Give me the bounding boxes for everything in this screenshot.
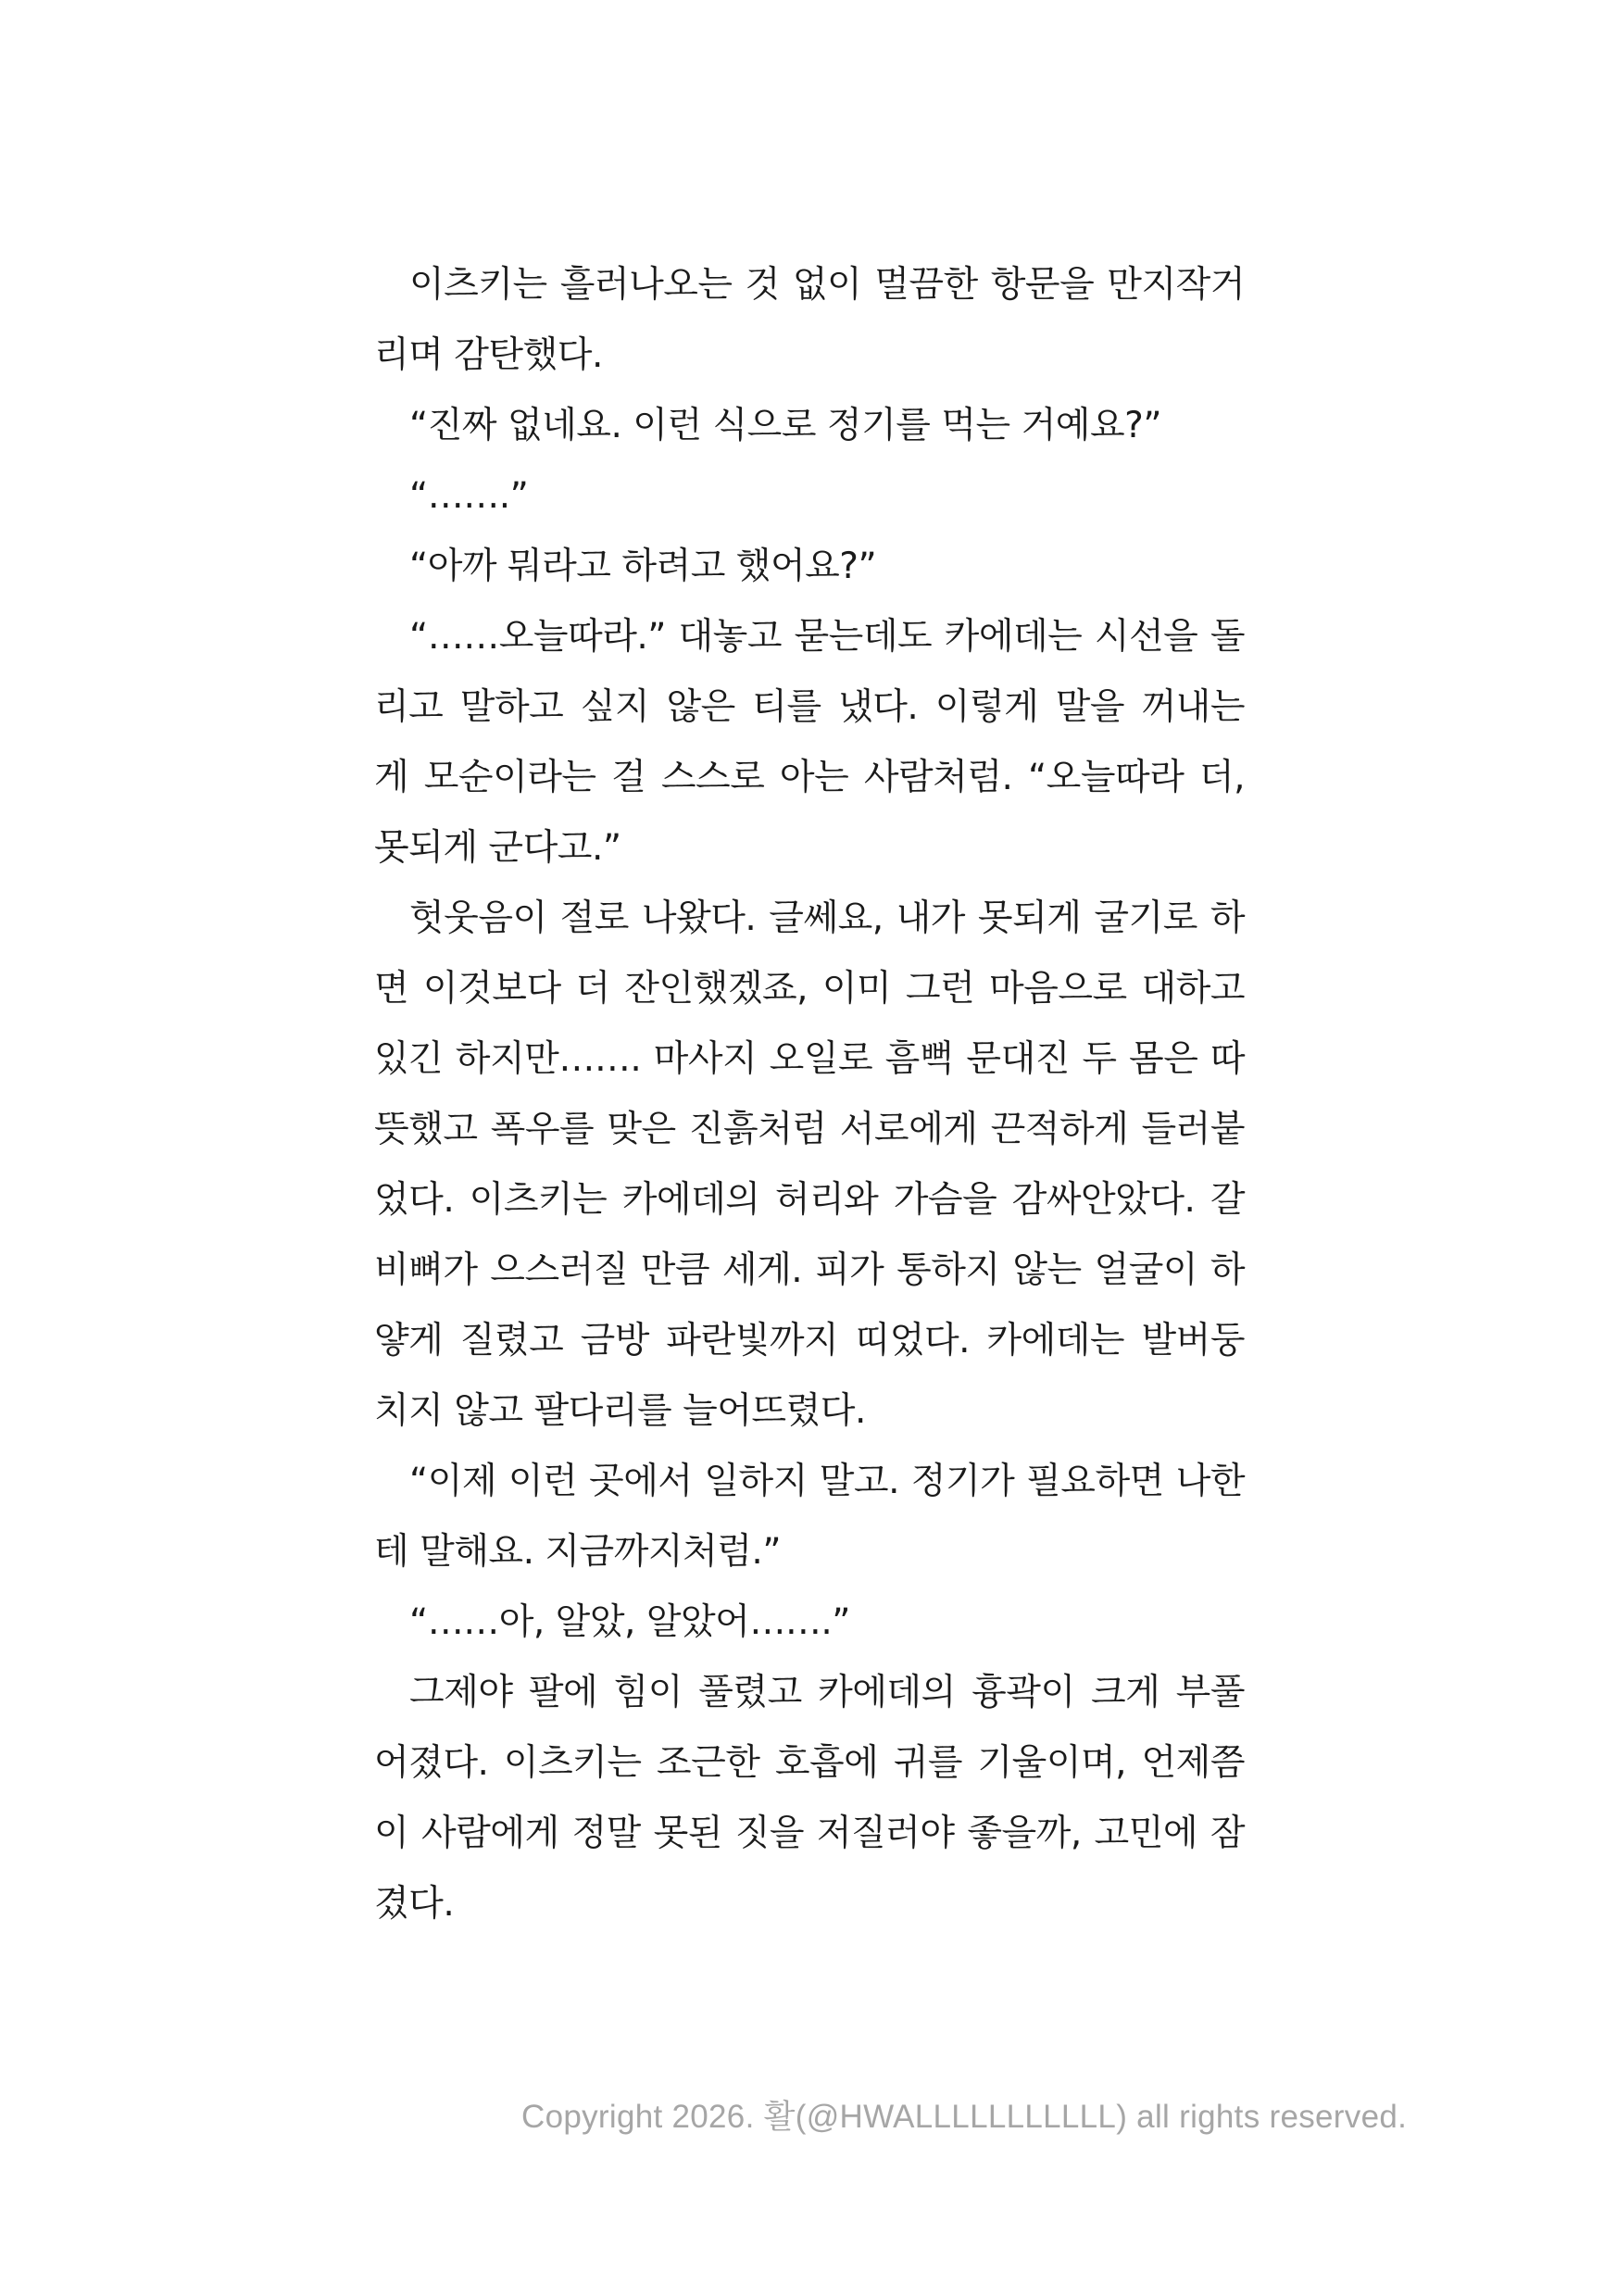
body-text bbox=[374, 250, 1245, 1939]
text-line: 겼다. bbox=[374, 1883, 455, 1925]
text-line: 리며 감탄했다. bbox=[374, 334, 603, 376]
text-line: “진짜 없네요. 이런 식으로 정기를 먹는 거예요?” bbox=[409, 405, 1162, 446]
text-line: “…….” bbox=[409, 475, 529, 517]
text-line: “……오늘따라.” 대놓고 묻는데도 카에데는 시선을 돌 bbox=[409, 616, 1245, 658]
text-line: 못되게 군다고.” bbox=[374, 827, 621, 869]
text-line: 비뼈가 으스러질 만큼 세게. 피가 통하지 않는 얼굴이 하 bbox=[374, 1249, 1245, 1291]
text-line: 있긴 하지만……. 마사지 오일로 흠뻑 문대진 두 몸은 따 bbox=[374, 1038, 1245, 1080]
text-line: 치지 않고 팔다리를 늘어뜨렸다. bbox=[374, 1390, 866, 1432]
text-line: “……아, 알았, 알았어…….” bbox=[409, 1601, 850, 1643]
text-line: 었다. 이츠키는 카에데의 허리와 가슴을 감싸안았다. 갈 bbox=[374, 1179, 1245, 1221]
text-line: 이 사람에게 정말 못된 짓을 저질러야 좋을까, 고민에 잠 bbox=[374, 1813, 1245, 1854]
text-line: 어졌다. 이츠키는 조근한 호흡에 귀를 기울이며, 언제쯤 bbox=[374, 1742, 1245, 1784]
text-line: 얗게 질렸고 금방 파란빛까지 띠었다. 카에데는 발버둥 bbox=[374, 1320, 1245, 1361]
text-line: “이제 이런 곳에서 일하지 말고. 정기가 필요하면 나한 bbox=[409, 1461, 1245, 1502]
text-line: “아까 뭐라고 하려고 했어요?” bbox=[409, 546, 877, 587]
text-line: 리고 말하고 싶지 않은 티를 냈다. 이렇게 말을 꺼내는 bbox=[374, 686, 1245, 728]
text-line: 면 이것보다 더 잔인했겠죠, 이미 그런 마음으로 대하고 bbox=[374, 968, 1245, 1010]
text-line: 테 말해요. 지금까지처럼.” bbox=[374, 1531, 782, 1573]
copyright-notice: Copyright 2026. 활(@HWALLLLLLLLLLL) all rights reserved. bbox=[521, 2099, 1408, 2135]
text-line: 게 모순이라는 걸 스스로 아는 사람처럼. “오늘따라 더, bbox=[374, 757, 1245, 798]
text-line: 뜻했고 폭우를 맞은 진흙처럼 서로에게 끈적하게 들러붙 bbox=[374, 1109, 1245, 1150]
text-line: 이츠키는 흘러나오는 것 없이 멀끔한 항문을 만지작거 bbox=[409, 264, 1245, 306]
text-line: 그제야 팔에 힘이 풀렸고 카에데의 흉곽이 크게 부풀 bbox=[409, 1672, 1245, 1713]
text-line: 헛웃음이 절로 나왔다. 글쎄요, 내가 못되게 굴기로 하 bbox=[409, 897, 1245, 939]
